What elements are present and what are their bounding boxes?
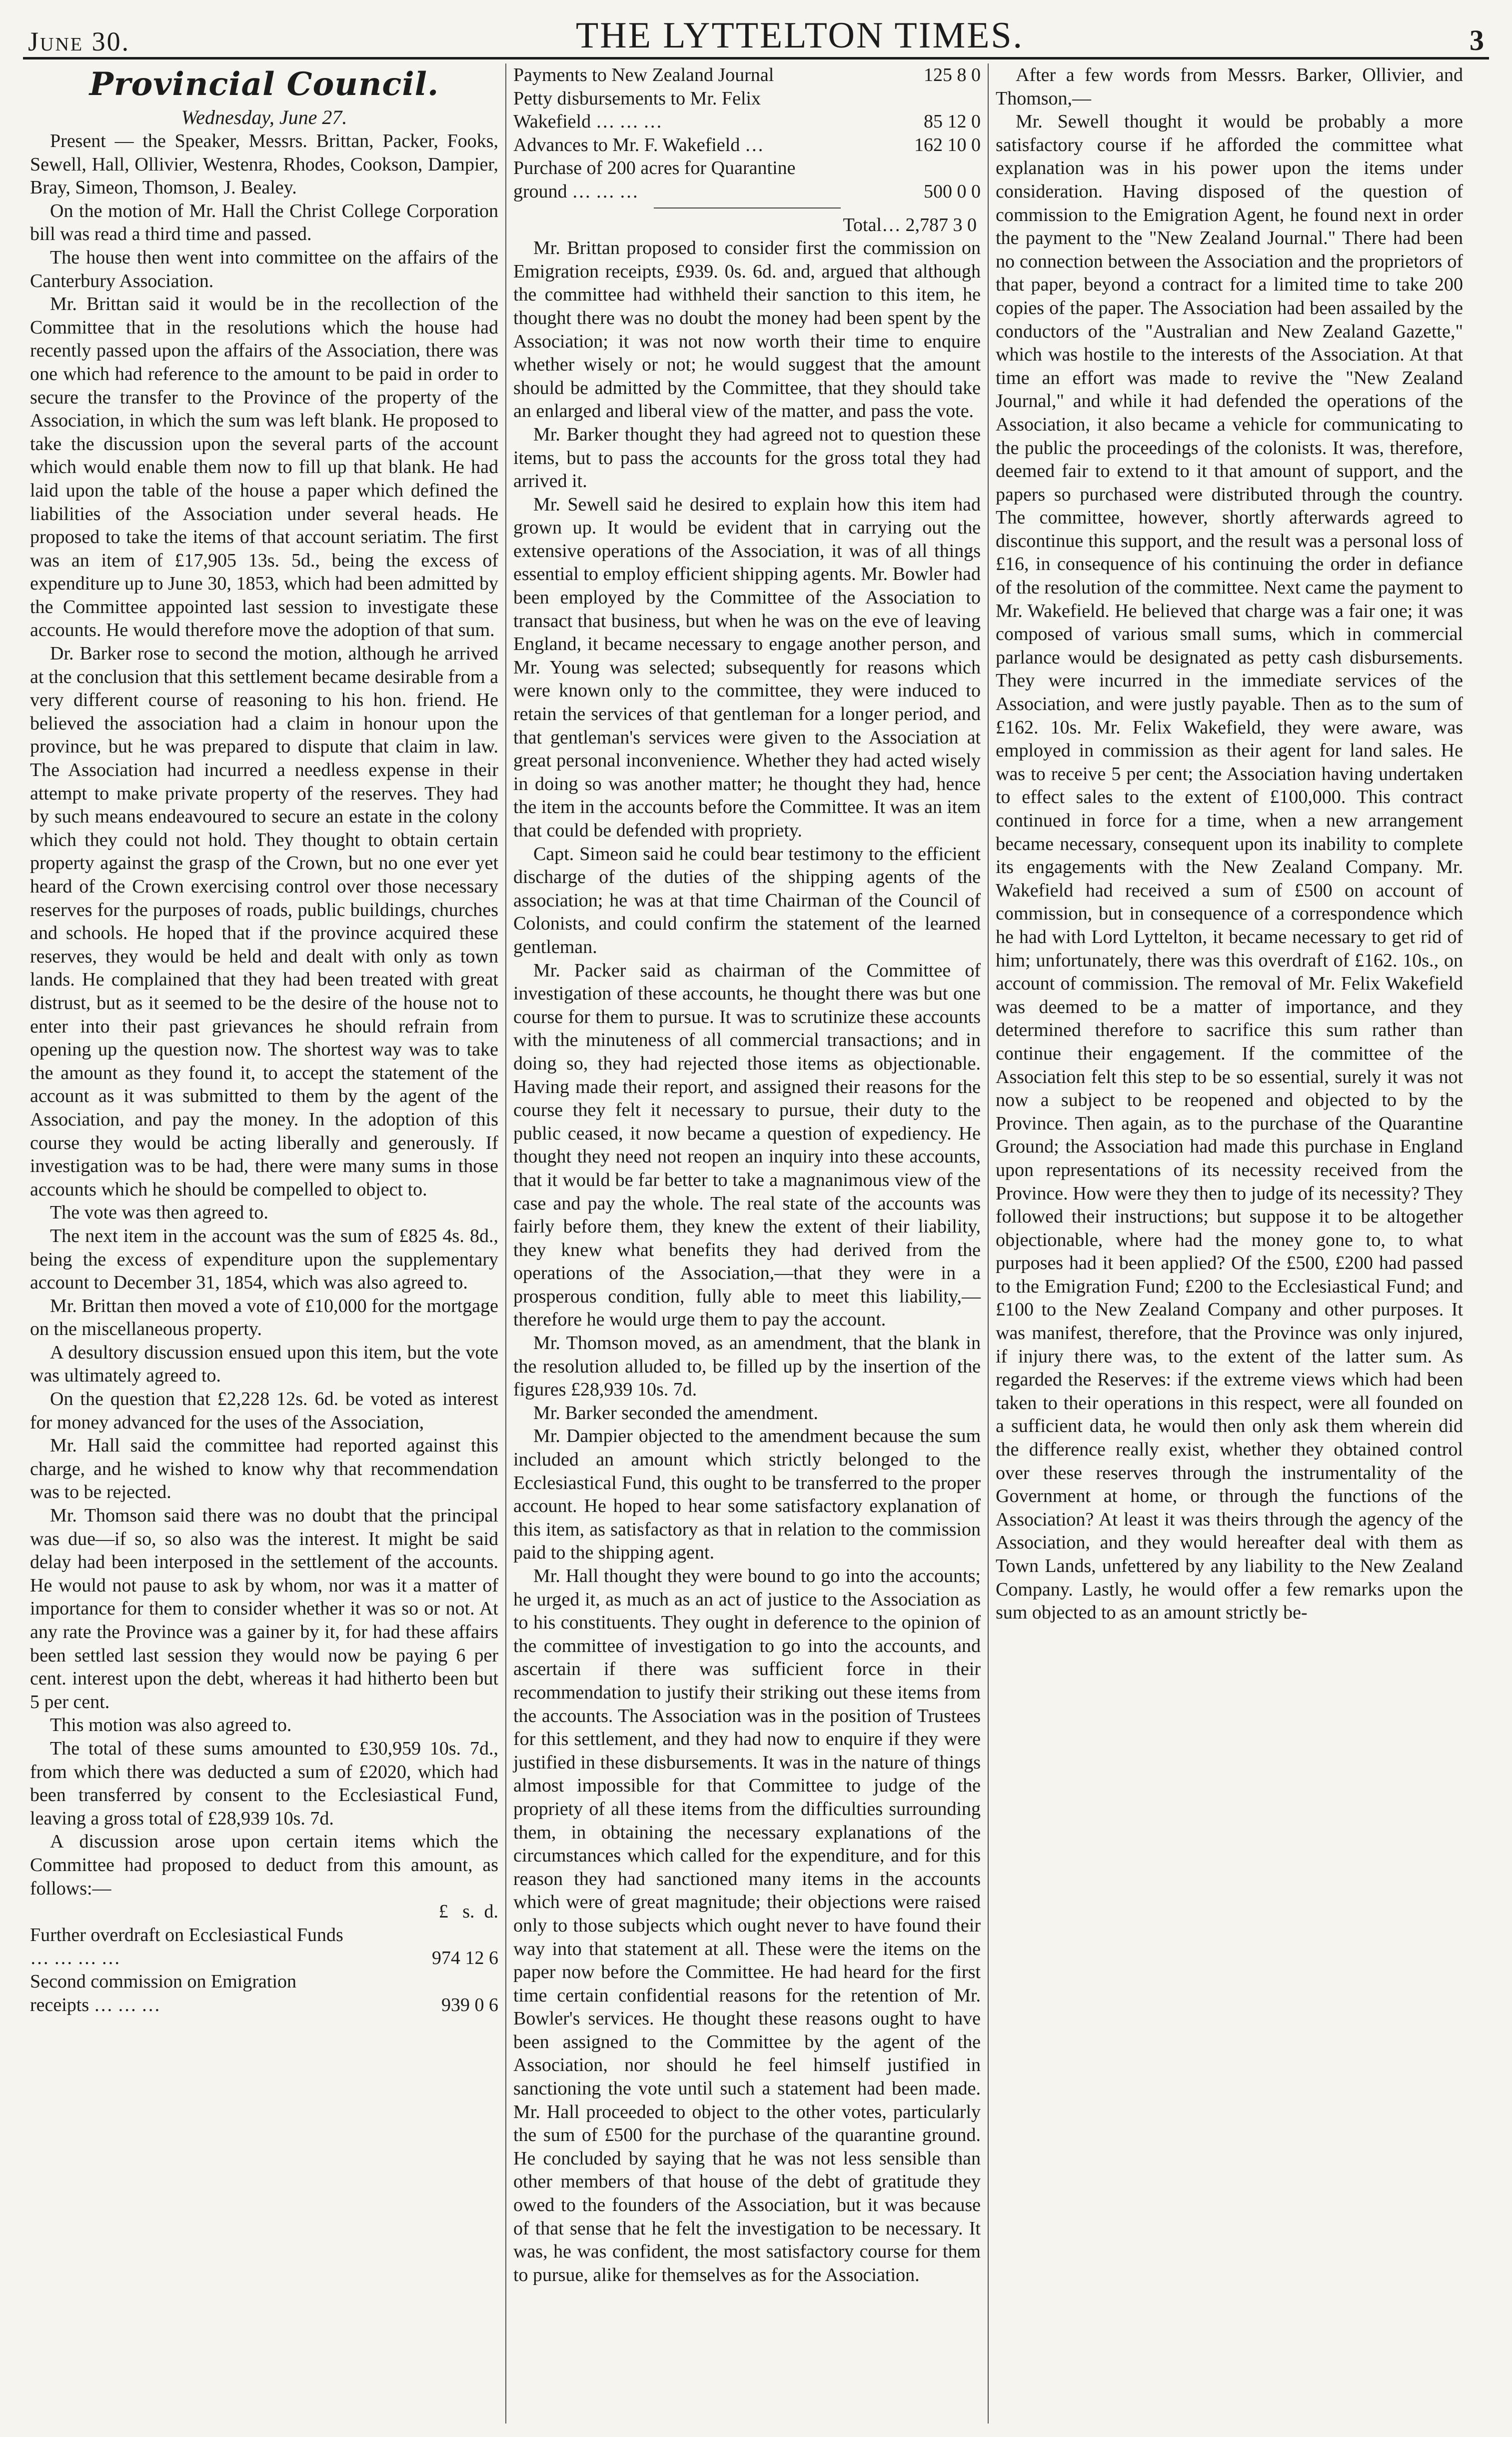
paragraph: Mr. Sewell thought it would be probably a more satisfactory course if he afforded the committee what explanation was in his power upon the items under consideration. Having disposed of the question of commission to the Emigration Agent, he found next in order the payment to the "New Zealand Journal." There had been no connection between the Association and the proprietors of that paper, beyond a contract for a limited time to take 200 copies of the paper. The Association had been assailed by the conductors of the "Australian and New Zealand Gazette," which was hostile to the interests of the Association. At that time an effort was made to revive the "New Zealand Journal," and while it had defended the operations of the Association, it also became a vehicle for communicating to the public the proceedings of the colonists. It was, therefore, deemed fair to extend to it that amount of support, and the papers so purchased were distributed through the country. The committee, however, shortly afterwards agreed to discontinue this support, and the result was a personal loss of £16, in consequence of his continuing the order in defiance of the resolution of the committee. Next came the payment to Mr. Wakefield. He believed that charge was a fair one; it was composed of various small sums, which in commercial parlance would be designated as petty cash disbursements. They were incurred in the immediate services of the Association, and were justly payable. Then as to the sum of £162. 10s. Mr. Felix Wakefield, they were aware, was employed in commission as their agent for land sales. He was to receive 5 per cent; the Association having undertaken to effect sales to the extent of £100,000. This contract continued in force for a time, when a new arrangement became necessary, consequent upon its inability to complete its engagements with the New Zealand Company. Mr. Wakefield had received a sum of £500 on account of commission, but in consequence of a correspondence which he had with Lord Lyttelton, it became necessary to get rid of him; unfortunately, there was this overdraft of £162. 10s., on account of commission. The removal of Mr. Felix Wakefield was deemed to be a matter of importance, and they determined therefore to sacrifice this sum rather than continue their engagement. If the committee of the Association felt this step to be so essential, surely it was not now a subject to be reopened and objected to by the Province. Then again, as to the purchase of the Quarantine Ground; the Association had made this purchase in England upon representations of its necessity received from the Province. How were they then to judge of its necessity? They followed their instructions; but suppose it to be altogether objectionable, where had the money gone to, to what purposes had it been applied? Of the £500, £200 had passed to the Emigration Fund; £200 to the Ecclesiastical Fund; and £100 to the New Zealand Company and other purposes. It was manifest, therefore, that the Province was only injured, if injury there was, to the extent of the latter sum. As regarded the Reserves: if the extreme views which had been taken to their operations in this respect, were all founded on a sufficient data, he would then only ask them wherein did the difference really exist, whether they obtained control over these reserves through the instrumentality of the Government at home, or through the functions of the Association? At least it was theirs through the agency of the Association, and they would hereafter deal with them as Town Lands, unfettered by any liability to the New Zealand Company. Lastly, he would offer a few remarks upon the sum objected to as an amount strictly be- [996,111,1463,1624]
account-item: Payments to New Zealand Journal [513,64,774,86]
account-amount: 974 12 6 [432,1948,498,1969]
account-amount: 85 12 0 [924,111,981,132]
paragraph: Mr. Thomson moved, as an amendment, that the blank in the resolution alluded to, be filled up by the insertion of the figures £28,939 10s. 7d. [513,1332,981,1400]
paragraph: On the question that £2,228 12s. 6d. be voted as interest for money advanced for the uses of the Association, [30,1388,498,1433]
account-amount: 125 8 0 [924,64,981,86]
paragraph: Dr. Barker rose to second the motion, although he arrived at the conclusion that this settlement became desirable from a very different course of reasoning to his hon. friend. He believed the association had a claim in honour upon the province, but he was prepared to dispute that claim in law. The Association had incurred a needless expense in their attempt to make private property of the reserves. They had by such means endeavoured to secure an estate in the colony which they could not hold. They thought to obtain certain property against the grasp of the Crown, but no one ever yet heard of the Crown exercising control over those necessary reserves for the purposes of roads, public buildings, churches and schools. He hoped that if the province acquired these reserves, they would be held and dealt with only as town lands. He complained that they had been treated with great distrust, but as it seemed to be the desire of the house not to enter into their past grievances he should refrain from opening up the question now. The shortest way was to take the amount as they found it, to accept the statement of the account as it was submitted to them by the agent of the Association, and pay the money. In the adoption of this course they would be acting liberally and generously. If investigation was to be had, there were many sums in those accounts which he should be compelled to object to. [30,643,498,1200]
account-row [513,87,981,134]
paragraph: Mr. Hall thought they were bound to go into the accounts; he urged it, as much as an act of justice to the Association as to his constituents. They ought in deference to the opinion of the committee of investigation to go into the accounts, and ascertain if there was sufficient force in their recommendation to justify their striking out these items from the accounts. The Association was in the position of Trustees for this settlement, and they had now to enquire if they were justified in these disbursements. It was in the nature of things almost impossible for that Committee to judge of the propriety of all these items from the difficulties surrounding them, in obtaining the necessary explanations of the circumstances which called for the expenditure, and for this reason they had sanctioned many items in the accounts which were of great magnitude; their objections were raised only to those subjects which ought never to have found their way into that statement at all. These were the items on the paper now before the Committee. He had heard for the first time certain confidential reasons for the retention of Mr. Bowler's services. He thought these reasons ought to have been assigned to the Committee by the agent of the Association, nor should he feel himself justified in sanctioning the vote until such a statement had been made. Mr. Hall proceeded to object to the other votes, particularly the sum of £500 for the purchase of the quarantine ground. He concluded by saying that he was not less sensible than other members of that house of the debt of gratitude they owed to the founders of the Association, but it was because of that sense that he felt the investigation to be necessary. It was, he was confident, the most satisfactory course for them to pursue, alike for themselves as for the Association. [513,1566,981,2286]
paragraph: Mr. Brittan said it would be in the recollection of the Committee that in the resolutions which the house had recently passed upon the affairs of the Association, there was one which had reference to the amount to be paid in order to secure the transfer to the Province of the property of the Association, in which the sum was left blank. He proposed to take the discussion upon the several parts of the account which would enable them now to fill up that blank. He had laid upon the table of the house a paper which defined the liabilities of the Association under several heads. He proposed to take the items of that account seriatim. The first was an item of £17,905 13s. 5d., being the excess of expenditure up to June 30, 1853, which had been admitted by the Committee appointed last session to investigate these accounts. He would therefore move the adoption of that sum. [30,294,498,641]
paragraph: Mr. Hall said the committee had reported against this charge, and he wished to know why that recommendation was to be rejected. [30,1435,498,1503]
masthead [23,9,1489,60]
article-columns [23,64,1489,2424]
paragraph: Mr. Dampier objected to the amendment because the sum included an amount which strictly belonged to the Ecclesiastical Fund, this ought to be transferred to the proper account. He hoped to hear some satisfactory explanation of this item, as satisfactory as that in relation to the commission paid to the shipping agent. [513,1426,981,1564]
account-amount: 162 10 0 [914,134,981,156]
account-row [30,1970,498,2016]
newspaper-title: THE LYTTELTON TIMES. [576,15,1024,56]
account-item: Petty disbursements to Mr. Felix Wakefield … … … [513,88,761,132]
article-heading: Provincial Council. [89,66,439,103]
column-3-body [996,64,1463,1624]
paragraph: Mr. Brittan then moved a vote of £10,000 for the mortgage on the miscellaneous property. [30,1295,498,1340]
paragraph: On the motion of Mr. Hall the Christ College Corporation bill was read a third time and passed. [30,200,498,245]
account-amount: 939 0 6 [441,1994,498,2016]
account-item: Advances to Mr. F. Wakefield … [513,134,764,156]
column-3 [988,64,1470,2424]
account-item: Purchase of 200 acres for Quarantine ground … … … [513,158,796,202]
paragraph: Mr. Thomson said there was no doubt that the principal was due—if so, so also was the interest. It might be said delay had been interposed in the settlement of the accounts. He would not pause to ask by whom, nor was it a matter of importance for them to consider whether it was so or not. At any rate the Province was a gainer by it, for had these affairs been settled last session they would now be paying 6 per cent. interest upon the debt, whereas it had hitherto been but 5 per cent. [30,1505,498,1712]
paragraph: The vote was then agreed to. [50,1202,268,1224]
paragraph: Mr. Sewell said he desired to explain how this item had grown up. It would be evident that in carrying out the extensive operations of the Association, it was of all things essential to employ efficient shipping agents. Mr. Bowler had been employed by the Committee of the Association to transact that business, but when he was on the eve of leaving England, it became necessary to engage another person, and Mr. Young was selected; subsequently for reasons which were known only to the committee, they were induced to retain the services of that gentleman for a longer period, and that gentleman's services were given to the Association at great personal inconvenience. Whether they had acted wisely in doing so was another matter; he thought they had, hence the item in the accounts before the Committee. It was an item that could be defended with propriety. [513,494,981,841]
page-number: 3 [1469,24,1484,56]
account-table-part-2 [513,64,981,204]
paragraph: The total of these sums amounted to £30,959 10s. 7d., from which there was deducted a sum of £2020, which had been transferred by consent to the Ecclesiastical Fund, leaving a gross total of £28,939 10s. 7d. [30,1738,498,1829]
article-dateline: Wednesday, June 27. [181,106,347,128]
account-row [30,1924,498,1970]
paragraph: Capt. Simeon said he could bear testimony to the efficient discharge of the duties of the shipping agents of the association; he was at that time Chairman of the Council of Colonists, and could confirm the statement of the learned gentleman. [513,843,981,958]
account-item: Second commission on Emigration receipts … … … [30,1970,297,2016]
paragraph: Mr. Barker thought they had agreed not to question these items, but to pass the accounts for the gross total they had arrived it. [513,424,981,492]
issue-date: June 30. [28,26,130,56]
paragraph: After a few words from Messrs. Barker, Ollivier, and Thomson,— [996,64,1463,109]
account-amount: 500 0 0 [924,180,981,202]
account-row [513,156,981,203]
paragraph: The house then went into committee on the affairs of the Canterbury Association. [30,246,498,292]
column-1-body [30,130,498,1900]
column-2-body [513,236,981,2286]
shillings-header: s. [462,1901,475,1922]
account-rows-part-1 [30,1924,498,2016]
paragraph: Present — the Speaker, Messrs. Brittan, Packer, Fooks, Sewell, Hall, Ollivier, Westenra, Rhodes, Cookson, Dampier, Bray, Simeon, Thomson, J. Bealey. [30,130,498,198]
pounds-header: £ [438,1901,448,1922]
account-table-part-1 [30,1900,498,2016]
account-item: Further overdraft on Ecclesiastical Funds … … … … [30,1924,343,1969]
account-row [513,134,981,157]
account-total: Total… 2,787 3 0 [843,214,977,236]
pence-header: d. [484,1901,498,1922]
column-2 [505,64,988,2424]
paragraph: Mr. Brittan proposed to consider first the commission on Emigration receipts, £939. 0s. 6d. and, argued that although the committee had withheld their sanction to this item, he thought there was no doubt the money had been spent by the Association; it was not now worth their time to enquire whether wisely or not; he would suggest that the amount should be admitted by the Committee, that they should take an enlarged and liberal view of the matter, and pass the vote. [513,238,981,422]
account-rows-part-2 [513,64,981,204]
paragraph: A discussion arose upon certain items which the Committee had proposed to deduct from this amount, as follows:— [30,1831,498,1899]
paragraph: The next item in the account was the sum of £825 4s. 8d., being the excess of expenditure upon the supplementary account to December 31, 1854, which was also agreed to. [30,1225,498,1294]
account-row [513,64,981,87]
column-1 [23,64,505,2424]
paragraph: This motion was also agreed to. [50,1714,292,1736]
paragraph: Mr. Barker seconded the amendment. [533,1402,818,1424]
account-header-row [30,1900,498,1924]
paragraph: Mr. Packer said as chairman of the Committee of investigation of these accounts, he thought there was but one course for them to pursue. It was to scrutinize these accounts with the minuteness of all commercial transactions; and in doing so, they had rejected those items as objectionable. Having made their report, and assigned their reasons for the course they felt it necessary to pursue, their duty to the public ceased, it now became a question of expediency. He thought they need not reopen an inquiry into these accounts, that it would be far better to take a magnanimous view of the case and pay the whole. The real state of the accounts was fairly before them, they knew the extent of their liability, they knew what benefits they had derived from the operations of the Association,—that they were in a prosperous condition, fully able to meet this liability,—therefore he would urge them to pay the account. [513,960,981,1330]
paragraph: A desultory discussion ensued upon this item, but the vote was ultimately agreed to. [30,1342,498,1386]
